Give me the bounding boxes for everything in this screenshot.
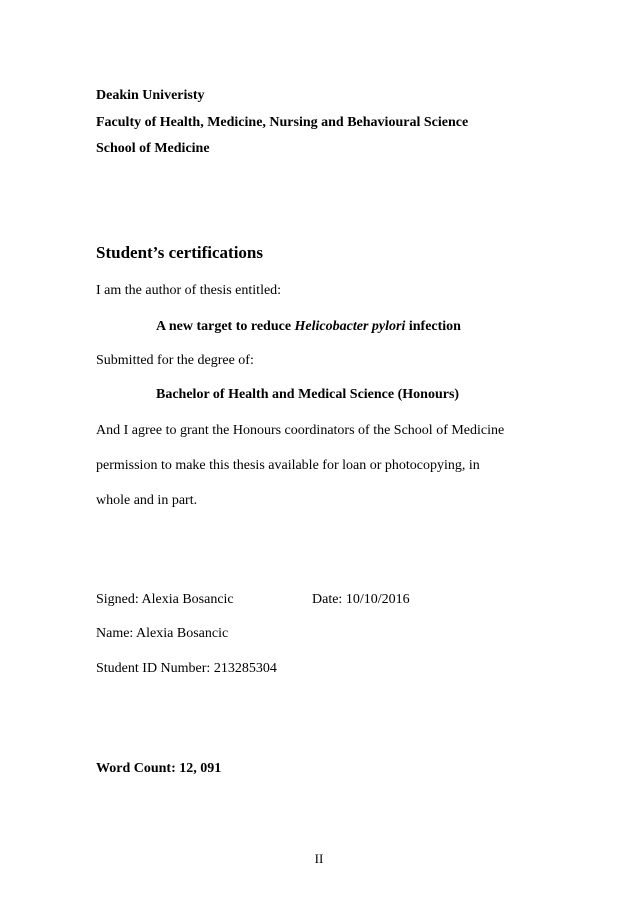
thesis-title — [156, 318, 461, 336]
page-number: II — [314, 851, 324, 866]
university-name: Deakin Univeristy — [96, 88, 205, 103]
certification-heading: Student’s certifications — [96, 243, 263, 262]
permission-line-3: whole and in part. — [96, 493, 198, 508]
word-count: Word Count: 12, 091 — [96, 761, 222, 776]
faculty-name: Faculty of Health, Medicine, Nursing and Behavioural Science — [96, 115, 469, 130]
name-line: Name: Alexia Bosancic — [96, 626, 229, 641]
author-statement: I am the author of thesis entitled: — [96, 283, 282, 298]
student-id-line: Student ID Number: 213285304 — [96, 661, 277, 676]
signed-date: Date: 10/10/2016 — [312, 592, 410, 607]
permission-line-2: permission to make this thesis available for loan or photocopying, in — [96, 458, 480, 473]
degree-name: Bachelor of Health and Medical Science (Honours) — [156, 387, 460, 402]
thesis-title-suffix: infection — [405, 319, 461, 334]
thesis-title-prefix: A new target to reduce — [156, 319, 295, 334]
thesis-title-italic: Helicobacter pylori — [294, 319, 406, 334]
degree-statement: Submitted for the degree of: — [96, 353, 254, 368]
school-name: School of Medicine — [96, 141, 210, 156]
permission-line-1: And I agree to grant the Honours coordinators of the School of Medicine — [96, 423, 505, 438]
signed-line: Signed: Alexia Bosancic — [96, 592, 234, 607]
